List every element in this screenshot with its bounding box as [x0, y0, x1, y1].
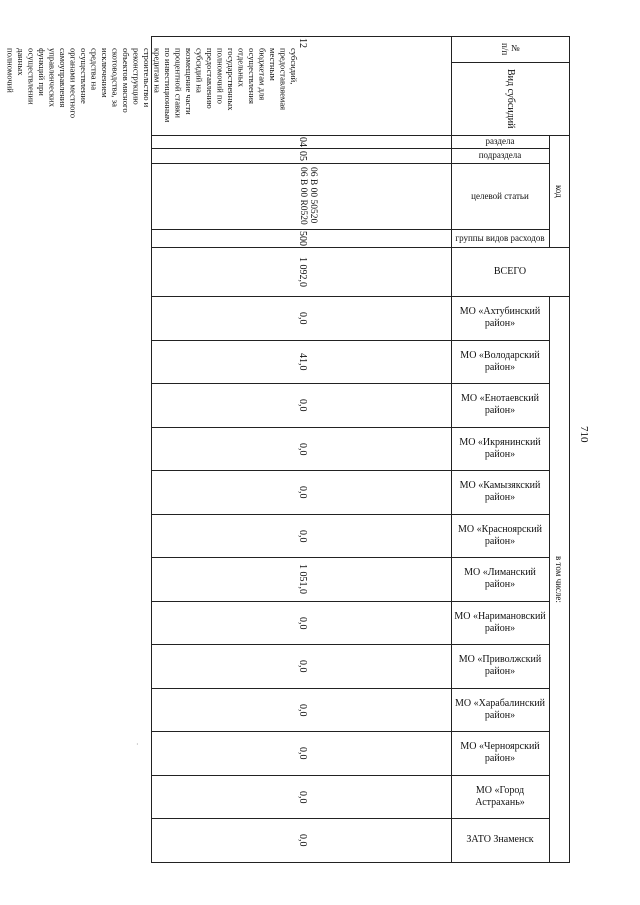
row-type-line: полномочий — [5, 48, 16, 93]
municipality-value-cell — [151, 296, 451, 340]
municipality-name-cell — [451, 383, 549, 427]
municipality-value-cell — [151, 340, 451, 384]
row-type-line: отдельных — [236, 48, 247, 87]
municipality-name: МО «Икрянинский район» — [459, 437, 541, 460]
row-type-line: полномочий по — [215, 48, 226, 104]
municipality-name: МО «Харабалинский район» — [454, 698, 546, 721]
row-type-line: предоставляемая — [278, 48, 289, 111]
row-expense-group: 500 — [297, 230, 308, 246]
municipality-name: МО «Красноярский район» — [458, 524, 542, 547]
row-type-line: предоставлению — [205, 48, 215, 109]
row-type-lines — [5, 48, 299, 134]
row-type-line: процентной ставки — [173, 48, 184, 118]
municipality-name-cell — [451, 644, 549, 688]
municipality-value-cell — [151, 601, 451, 645]
municipality-value-cell — [151, 470, 451, 514]
municipality-name-cell — [451, 427, 549, 471]
municipality-value-cell — [151, 775, 451, 819]
municipality-name-cell — [451, 296, 549, 340]
row-type-line: данных — [16, 48, 26, 76]
header-target: целевой статьи — [471, 190, 529, 201]
row-target-code: 06 В 00 50520 — [308, 167, 318, 224]
row-type-line: строительство и — [142, 48, 152, 108]
municipality-value-cell — [151, 644, 451, 688]
row-total: 1 092,0 — [297, 256, 308, 287]
municipality-value: 0,0 — [297, 398, 308, 412]
row-type-line: кредитам на — [152, 48, 163, 93]
municipality-name-cell — [451, 688, 549, 732]
header-expense-group: группы видов расходов — [455, 232, 545, 243]
municipality-name: МО «Камызякский район» — [459, 480, 541, 503]
municipality-value: 1 051,0 — [297, 564, 308, 594]
row-subsection: 05 — [297, 150, 308, 161]
municipality-name: ЗАТО Знаменск — [466, 834, 534, 845]
row-type-line: функций при — [37, 48, 47, 96]
municipality-value-cell — [151, 731, 451, 775]
row-type-line: возмещение части — [184, 48, 194, 115]
table-border-right — [569, 36, 570, 862]
row-target-lines — [298, 167, 318, 225]
table-border-bottom — [151, 862, 570, 863]
row-type-line: осуществлении — [26, 48, 37, 105]
header-total: ВСЕГО — [493, 266, 527, 277]
municipality-value-cell — [151, 818, 451, 862]
row-type-line: осуществление — [79, 48, 89, 104]
row-type-line: органами местного — [68, 48, 79, 119]
municipality-name: МО «Лиманский район» — [464, 567, 536, 590]
municipality-value-cell — [151, 383, 451, 427]
municipality-name-cell — [451, 775, 549, 819]
municipality-name-cell — [451, 340, 549, 384]
row-type-line: субсидий на — [194, 48, 205, 93]
municipality-value: 0,0 — [297, 485, 308, 499]
municipality-name: МО «Ахтубинский район» — [459, 306, 541, 329]
municipality-name-cell — [451, 601, 549, 645]
header-type: Вид субсидий — [504, 68, 516, 129]
row-type-line: по инвестиционным — [163, 48, 173, 123]
row-type-line: местным — [268, 48, 278, 81]
municipality-value: 0,0 — [297, 703, 308, 717]
municipality-name: МО «Город Астрахань» — [475, 785, 525, 808]
municipality-name: МО «Черноярский район» — [460, 741, 540, 764]
municipality-name: МО «Володарский район» — [460, 350, 540, 373]
row-target-code: 06 В 00 R0520 — [298, 167, 308, 225]
municipality-value-cell — [151, 427, 451, 471]
row-type-line: государственных — [226, 48, 236, 111]
municipality-value: 0,0 — [297, 746, 308, 760]
municipality-value-cell — [151, 557, 451, 601]
municipality-value: 0,0 — [297, 311, 308, 325]
row-type-line: скотоводства, за — [110, 48, 121, 107]
row-type-line: осуществления — [247, 48, 257, 104]
municipality-value-cell — [151, 688, 451, 732]
header-section: раздела — [485, 136, 515, 147]
municipality-name-cell — [451, 818, 549, 862]
municipality-value: 0,0 — [297, 529, 308, 543]
municipality-value: 0,0 — [297, 659, 308, 673]
header-code: код — [554, 184, 565, 198]
row-type-line: самоуправления — [58, 48, 68, 108]
row-target — [151, 163, 451, 229]
row-type-line: субсидий, — [289, 48, 299, 85]
scan-mark: · — [136, 740, 139, 749]
municipality-value: 0,0 — [297, 442, 308, 456]
row-num: 12 — [297, 38, 308, 48]
municipality-name: МО «Енотаевский район» — [461, 393, 539, 416]
municipality-value: 0,0 — [297, 616, 308, 630]
municipality-value: 41,0 — [297, 353, 308, 371]
row-type-line: средства на — [89, 48, 100, 91]
municipality-name-cell — [451, 514, 549, 558]
row-type-line: объектов мясного — [121, 48, 131, 113]
row-section: 04 — [297, 136, 308, 147]
row-type-line: управленческих — [47, 48, 58, 107]
municipality-value: 0,0 — [297, 790, 308, 804]
municipality-value-cell — [151, 514, 451, 558]
municipality-name-cell — [451, 470, 549, 514]
header-subsection: подраздела — [478, 150, 522, 161]
municipality-name: МО «Приволжский район» — [458, 654, 542, 677]
header-num: № п/п — [500, 42, 521, 56]
municipality-value: 0,0 — [297, 833, 308, 847]
page-number: 710 — [578, 426, 590, 443]
municipality-name-cell — [451, 557, 549, 601]
municipality-name-cell — [451, 731, 549, 775]
row-type-line: исключением — [100, 48, 110, 98]
row-type-line: бюджетам для — [257, 48, 268, 101]
row-type-line: реконструкцию — [131, 48, 142, 105]
header-including: в том числе: — [554, 555, 565, 603]
municipality-name: МО «Наримановский район» — [454, 611, 546, 634]
row-type-text — [5, 48, 451, 134]
